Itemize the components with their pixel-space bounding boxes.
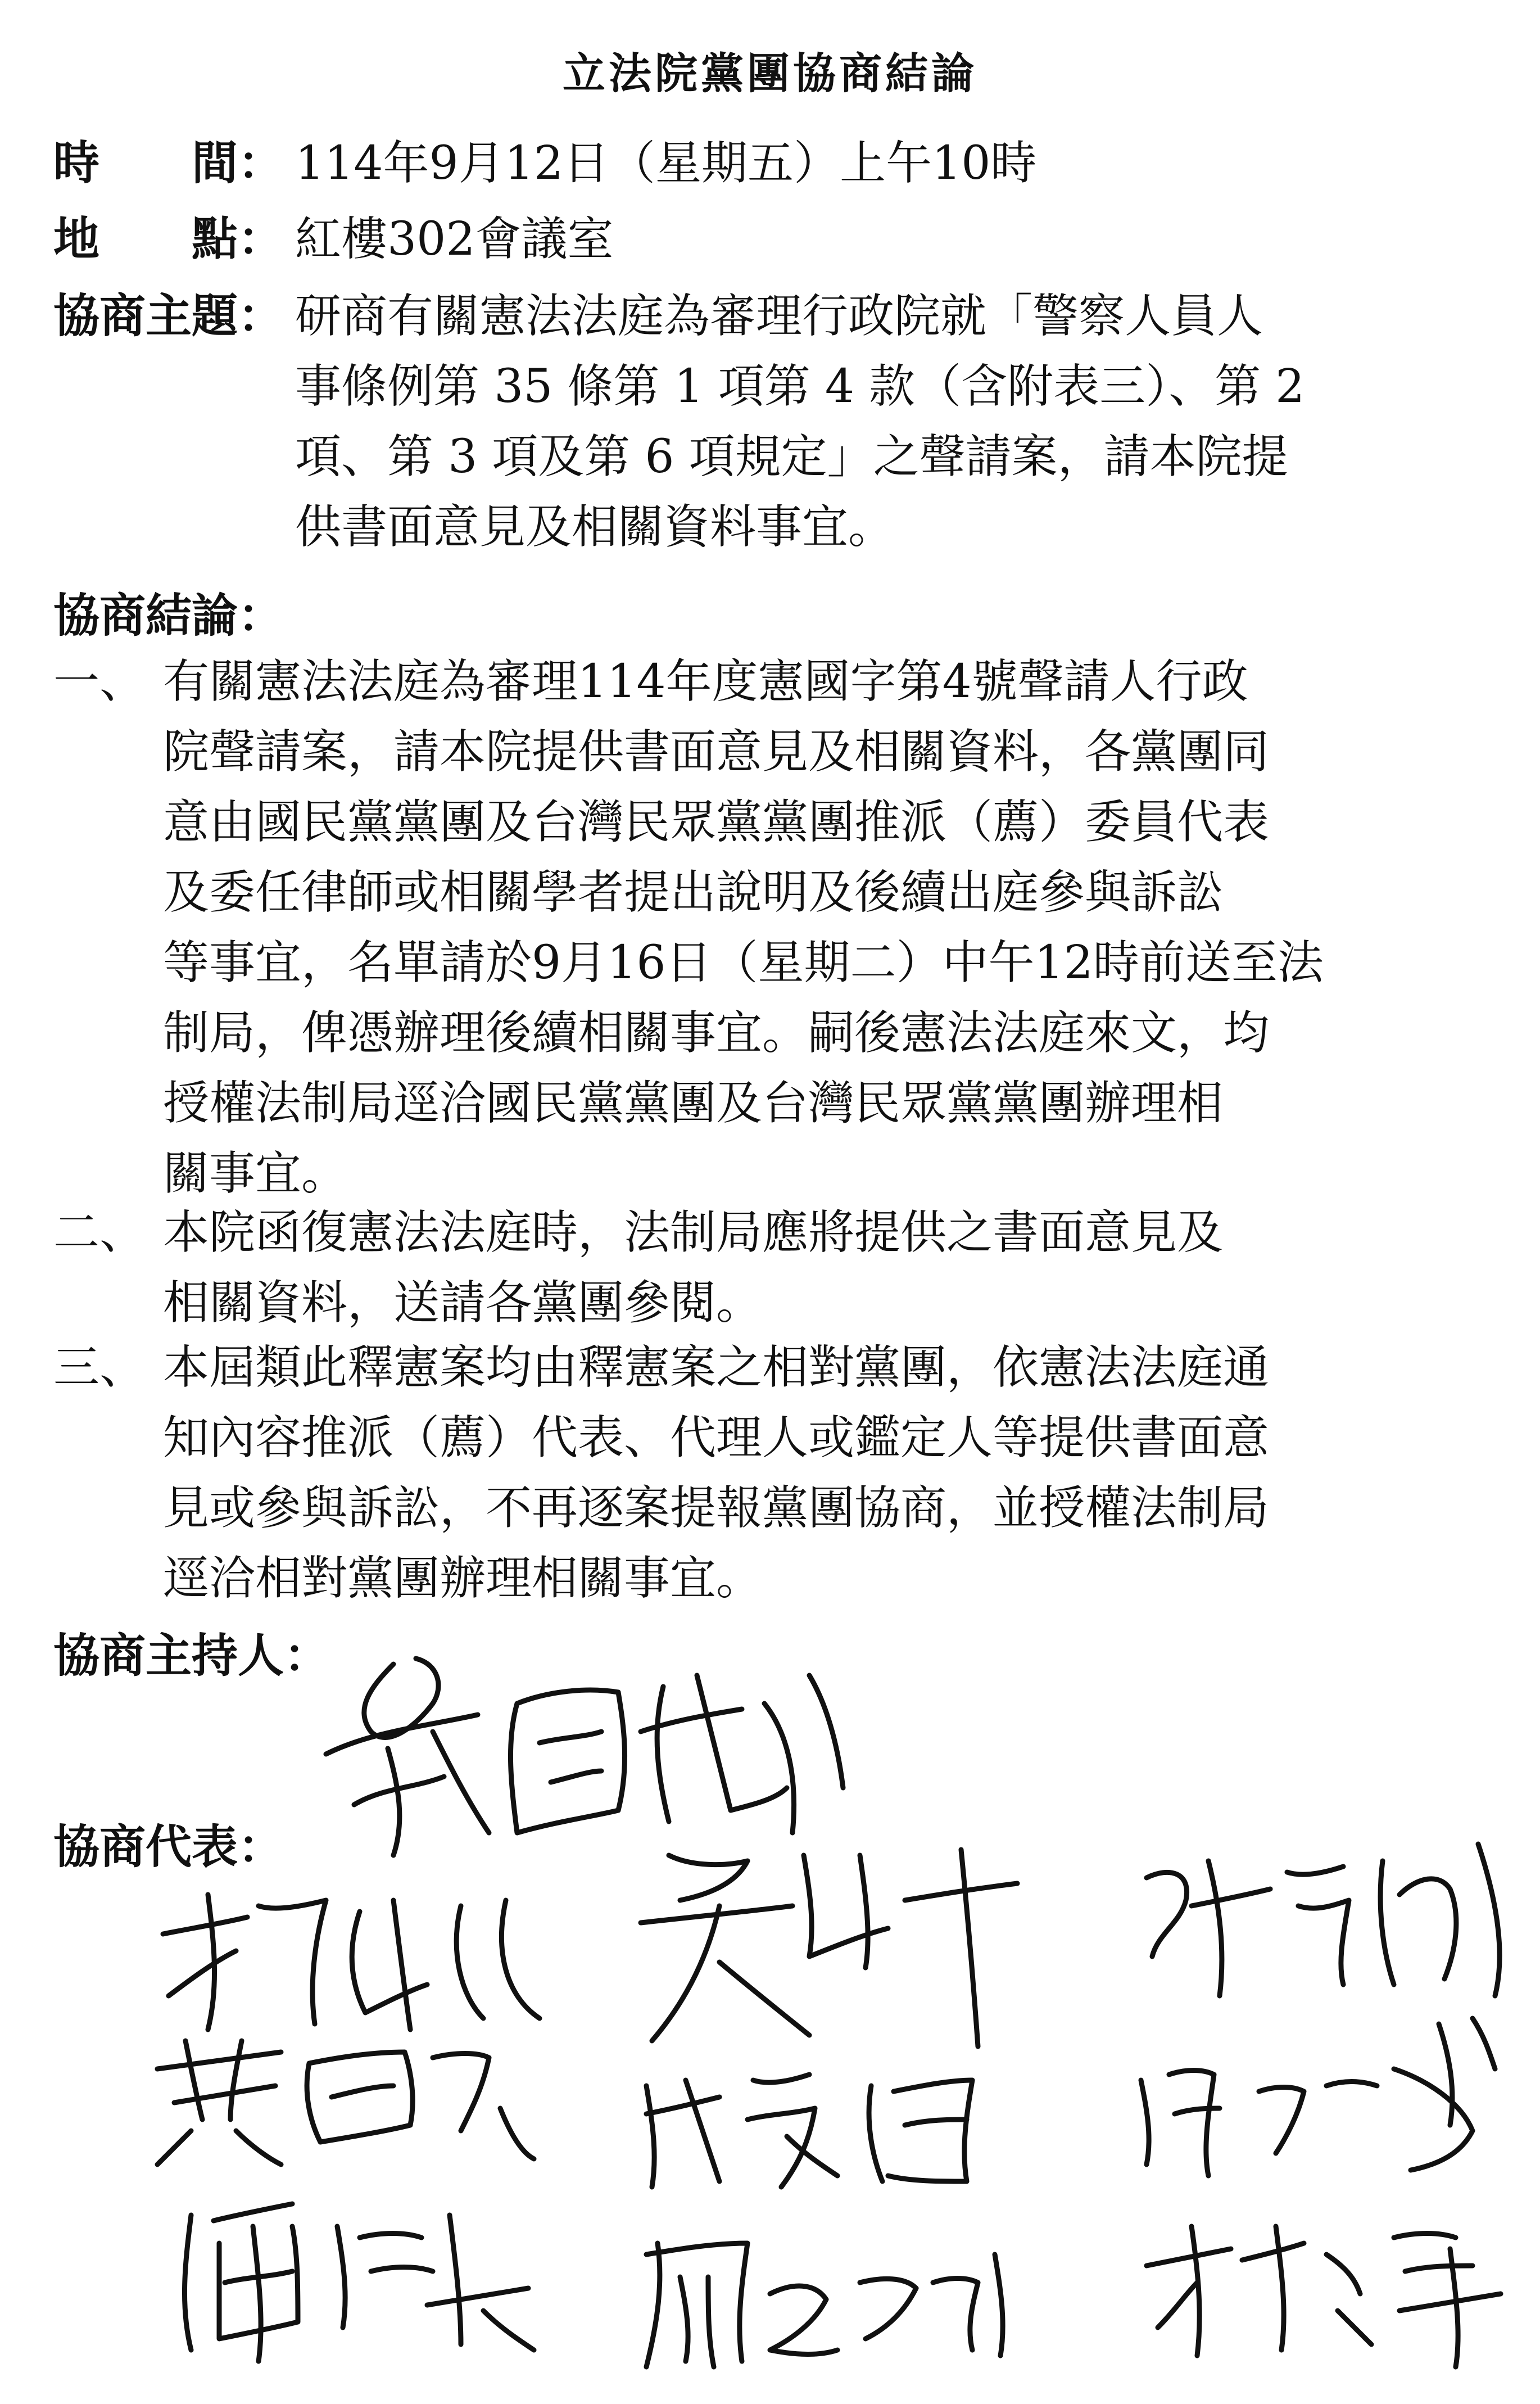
representative-signature bbox=[141, 2024, 551, 2170]
item-line: 等事宜，名單請於9月16日（星期二）中午12時前送至法 bbox=[163, 936, 1324, 989]
place-row bbox=[53, 205, 614, 273]
topic-line: 項、第 3 項及第 6 項規定」之聲請案，請本院提 bbox=[295, 430, 1288, 483]
item-line: 相關資料，送請各黨團參閱。 bbox=[163, 1276, 763, 1330]
place-label: 地 點： bbox=[53, 212, 284, 266]
item-number: 一、 bbox=[53, 655, 146, 708]
representative-signature bbox=[157, 2181, 551, 2367]
topic-row bbox=[53, 281, 1305, 554]
item-line: 院聲請案，請本院提供書面意見及相關資料，各黨團同 bbox=[163, 725, 1270, 779]
item-line: 授權法制局逕洽國民黨黨團及台灣民眾黨黨團辦理相 bbox=[163, 1077, 1224, 1130]
conclusions-heading: 協商結論： bbox=[53, 589, 284, 643]
item-line: 關事宜。 bbox=[163, 1147, 348, 1200]
item-line: 及委任律師或相關學者提出說明及後續出庭參與訴訟 bbox=[163, 866, 1224, 919]
host-label: 協商主持人： bbox=[53, 1629, 330, 1683]
topic-line: 事條例第 35 條第 1 項第 4 款（含附表三）、第 2 bbox=[295, 360, 1305, 413]
item-line: 意由國民黨黨團及台灣民眾黨黨團推派（薦）委員代表 bbox=[163, 796, 1270, 849]
time-value: 114年9月12日（星期五）上午10時 bbox=[295, 137, 1037, 190]
item-line: 本院函復憲法法庭時，法制局應將提供之書面意見及 bbox=[163, 1206, 1224, 1259]
time-row bbox=[53, 129, 1036, 197]
item-line: 有關憲法法庭為審理114年度憲國字第4號聲請人行政 bbox=[163, 655, 1248, 708]
item-line: 知內容推派（薦）代表、代理人或鑑定人等提供書面意 bbox=[163, 1411, 1270, 1465]
representative-signature bbox=[624, 2052, 1029, 2198]
item-line: 見或參與訴訟，不再逐案提報黨團協商，並授權法制局 bbox=[163, 1481, 1270, 1535]
topic-label: 協商主題： bbox=[53, 289, 284, 343]
representatives-label: 協商代表： bbox=[53, 1820, 284, 1874]
topic-text bbox=[295, 281, 1425, 562]
item-text bbox=[163, 1332, 1428, 1614]
representative-signature bbox=[624, 1833, 1029, 2058]
representative-signature bbox=[1124, 2001, 1523, 2181]
item-text bbox=[163, 1198, 1428, 1338]
item-number: 二、 bbox=[53, 1206, 146, 1259]
representative-signature bbox=[146, 1872, 551, 2041]
item-number: 三、 bbox=[53, 1341, 146, 1394]
topic-line: 供書面意見及相關資料事宜。 bbox=[295, 500, 895, 554]
representative-signature bbox=[1135, 1827, 1529, 2007]
item-line: 本屆類此釋憲案均由釋憲案之相對黨團，依憲法法庭通 bbox=[163, 1341, 1270, 1394]
place-value: 紅樓302會議室 bbox=[295, 213, 614, 266]
representative-signature bbox=[1135, 2204, 1518, 2373]
host-signature bbox=[304, 1619, 866, 1867]
item-line: 制局，俾憑辦理後續相關事宜。嗣後憲法法庭來文，均 bbox=[163, 1006, 1270, 1060]
time-label: 時 間： bbox=[53, 136, 284, 190]
topic-line: 研商有關憲法法庭為審理行政院就「警察人員人 bbox=[295, 290, 1263, 343]
item-text bbox=[163, 647, 1428, 1209]
item-line: 逕洽相對黨團辦理相關事宜。 bbox=[163, 1552, 763, 1605]
representative-signature bbox=[624, 2221, 1017, 2389]
document-title: 立法院黨團協商結論 bbox=[563, 48, 977, 98]
